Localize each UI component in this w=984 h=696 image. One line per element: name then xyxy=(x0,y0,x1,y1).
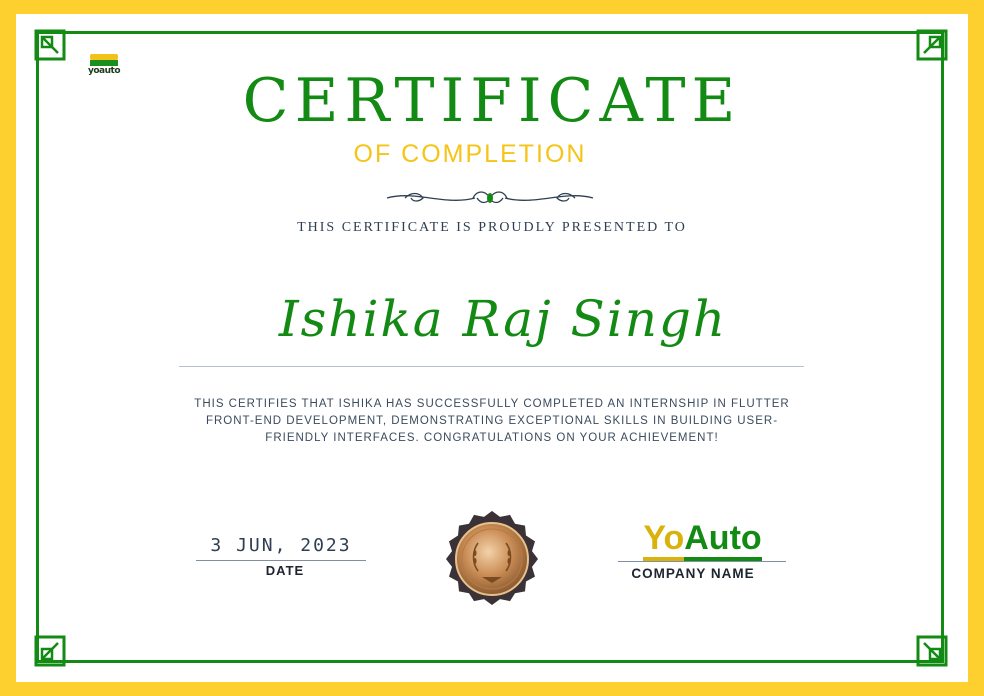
name-underline xyxy=(179,366,804,367)
company-logo-auto: Auto xyxy=(684,519,761,561)
corner-ornament-icon xyxy=(916,29,948,61)
gold-seal-icon xyxy=(440,511,544,607)
company-logo-yo: Yo xyxy=(643,519,684,561)
date-label: DATE xyxy=(265,563,305,578)
corner-ornament-icon xyxy=(34,29,66,61)
certificate-title: CERTIFICATE xyxy=(242,66,742,136)
logo-text: yoauto xyxy=(87,66,120,76)
company-name-label: COMPANY NAME xyxy=(631,566,755,581)
ornament-divider-icon xyxy=(385,186,595,210)
date-line xyxy=(196,560,366,561)
date-value: 3 JUN, 2023 xyxy=(210,535,352,556)
corner-ornament-icon xyxy=(34,635,66,667)
presented-to-text: THIS CERTIFICATE IS PROUDLY PRESENTED TO xyxy=(297,220,687,235)
certificate-description: THIS CERTIFIES THAT ISHIKA HAS SUCCESSFULLY COMPLETED AN INTERNSHIP IN FLUTTER FRONT-END DEVELOPMENT, DEMONSTRATING EXCEPTIONAL SKILLS IN BUILDING USER-FRIENDLY INTERFACES. CONGRATULATIONS ON YOUR ACHIEVEMENT! xyxy=(194,398,790,444)
corner-ornament-icon xyxy=(916,635,948,667)
certificate-subtitle: OF COMPLETION xyxy=(353,140,587,168)
company-line xyxy=(618,561,786,562)
company-logo xyxy=(620,519,785,558)
recipient-name: Ishika Raj Singh xyxy=(278,290,728,348)
